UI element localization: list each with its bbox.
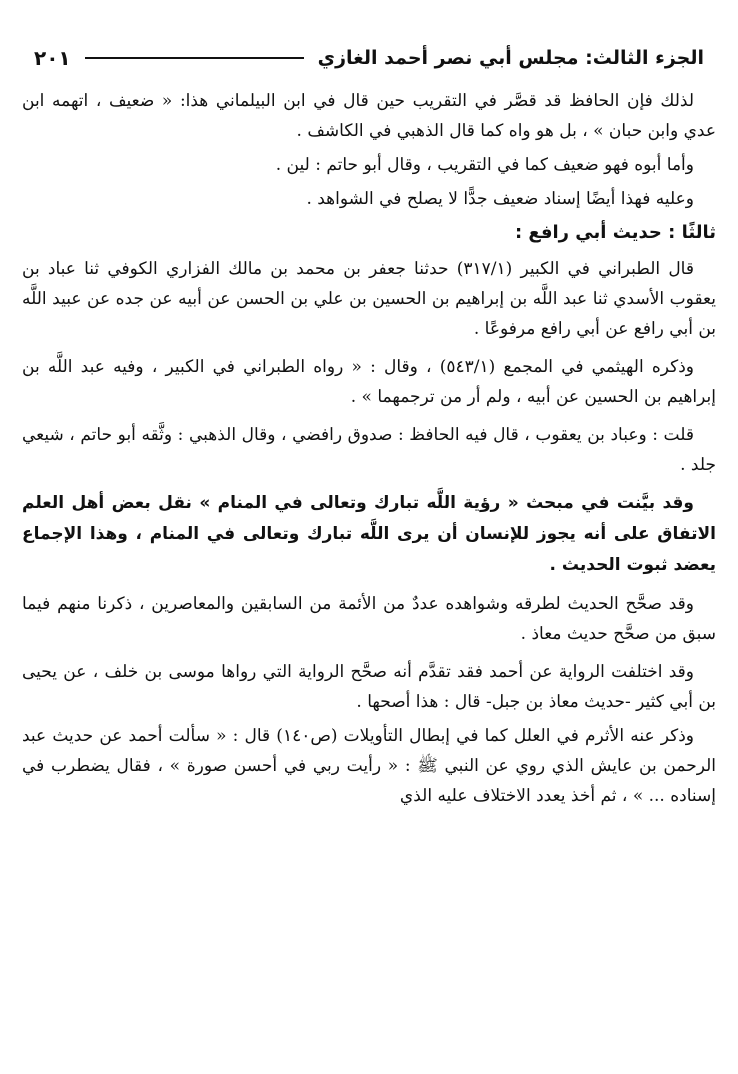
paragraph: لذلك فإن الحافظ قد قصَّر في التقريب حين قال في ابن البيلماني هذا: « ضعيف ، اتهمه ابن عدي وابن حبان » ، بل هو واه كما قال الذهبي في الكاشف .: [22, 91, 716, 141]
paragraph: وأما أبوه فهو ضعيف كما في التقريب ، وقال أبو حاتم : لين .: [275, 155, 694, 175]
paragraph: وقد اختلفت الرواية عن أحمد فقد تقدَّم أنه صحَّح الرواية التي رواها موسى بن خلف ، عن يحيى بن أبي كثير -حديث معاذ بن جبل- قال : هذا أصحها .: [22, 662, 716, 712]
paragraph: وذكر عنه الأثرم في العلل كما في إبطال التأويلات (ص١٤٠) قال : « سألت أحمد عن حديث عبد الرحمن بن عايش الذي روي عن النبي ﷺ : « رأيت ربي في أحسن صورة » ، فقال يضطرب في إسناده ... » ، ثم أخذ يعدد الاختلاف عليه الذي: [22, 726, 716, 806]
page-header: [34, 40, 704, 76]
page-number: ٢٠١: [34, 46, 71, 70]
page-body: [22, 86, 716, 815]
paragraph: قال الطبراني في الكبير (٣١٧/١) حدثنا جعفر بن محمد بن مالك الفزاري الكوفي ثنا عباد بن يعقوب الأسدي ثنا عبد اللَّه بن إبراهيم بن الحسين بن علي بن الحسن عن أبيه عن جده عن عبيد اللَّه بن أبي رافع عن أبي رافع مرفوعًا .: [22, 259, 716, 339]
section-heading: ثالثًا : حديث أبي رافع :: [514, 222, 716, 243]
bold-paragraph: وقد بيَّنت في مبحث « رؤية اللَّه تبارك وتعالى في المنام » نقل بعض أهل العلم الاتفاق على أنه يجوز للإنسان أن يرى اللَّه تبارك وتعالى في المنام ، وهذا الإجماع يعضد ثبوت الحديث .: [22, 493, 716, 575]
header-rule: [85, 57, 304, 59]
running-title: الجزء الثالث: مجلس أبي نصر أحمد الغازي: [317, 47, 704, 69]
paragraph: وقد صحَّح الحديث لطرقه وشواهده عددٌ من الأئمة من السابقين والمعاصرين ، ذكرنا منهم فيما سبق من صحَّح حديث معاذ .: [22, 594, 716, 644]
paragraph: وعليه فهذا أيضًا إسناد ضعيف جدًّا لا يصلح في الشواهد .: [306, 189, 694, 209]
paragraph: وذكره الهيثمي في المجمع (٥٤٣/١) ، وقال : « رواه الطبراني في الكبير ، وفيه عبد اللَّه بن إبراهيم بن الحسين عن أبيه ، ولم أر من ترجمهما » .: [22, 357, 716, 407]
paragraph: قلت : وعباد بن يعقوب ، قال فيه الحافظ : صدوق رافضي ، وقال الذهبي : وثَّقه أبو حاتم ، شيعي جلد .: [22, 425, 716, 475]
